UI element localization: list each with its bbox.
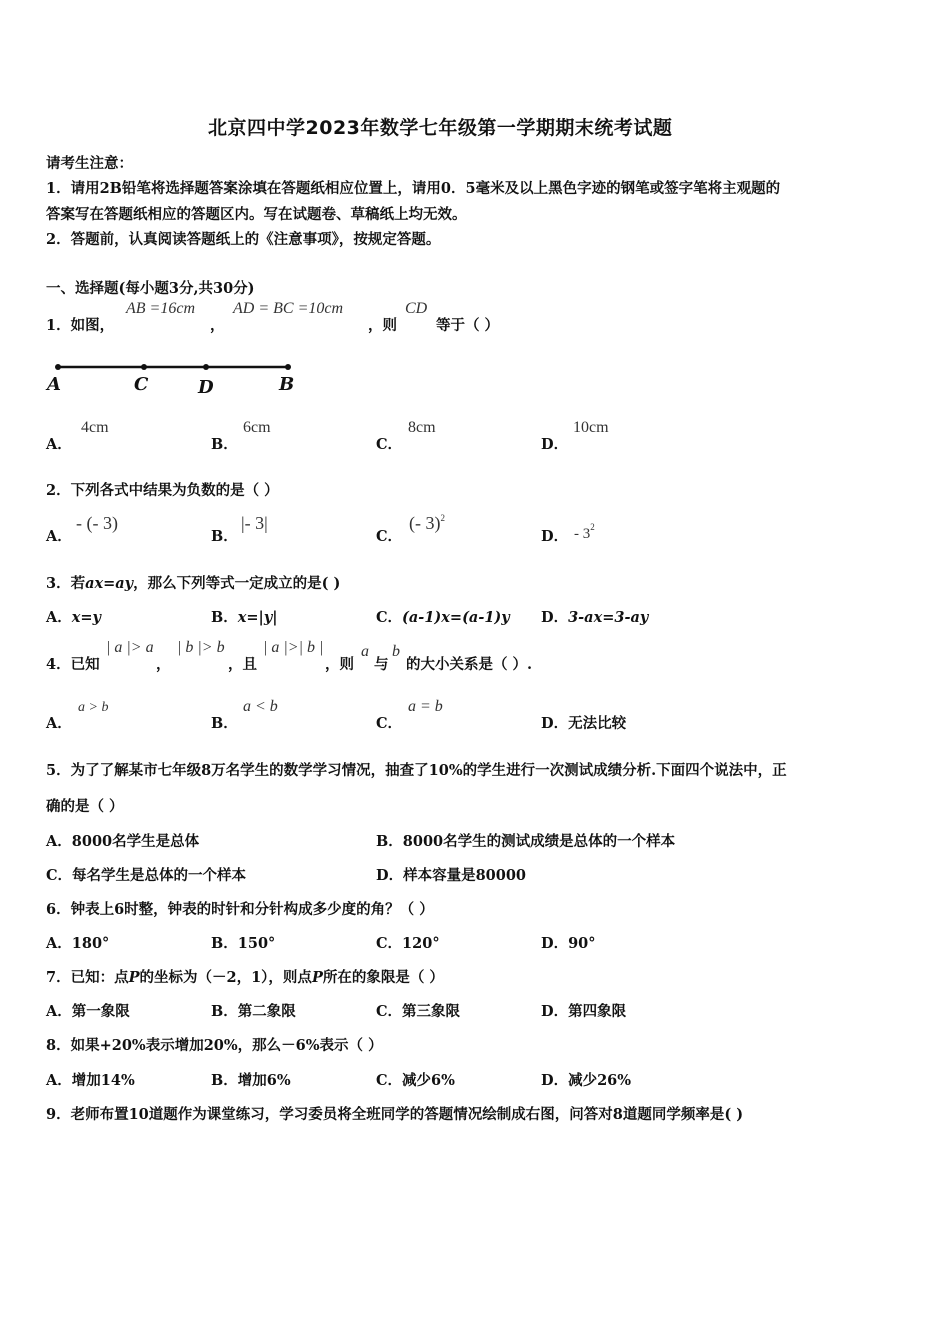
q4-option-a-label[interactable]: A． — [46, 715, 72, 732]
q2-option-b-value: |- 3| — [241, 513, 268, 533]
q4-comma: ， — [156, 656, 171, 673]
q7-option-b[interactable] — [211, 1000, 296, 1021]
q3-condition: ax=ay — [85, 575, 134, 592]
page-title: 北京四中学2023年数学七年级第一学期期末统考试题 — [208, 117, 673, 139]
q6-text: 6．钟表上6时整，钟表的时针和分针构成多少度的角？（ ） — [46, 901, 434, 918]
q5-line-2: 确的是（ ） — [46, 798, 124, 815]
q6-option-d-value: 90° — [568, 935, 596, 952]
q5-option-a-label: A． — [46, 833, 72, 850]
q3-option-a-label: A． — [46, 609, 72, 626]
q8-option-b-label: B． — [211, 1072, 238, 1089]
q6-option-a[interactable] — [46, 932, 109, 953]
q4-expr-1: | a |> a — [106, 639, 154, 656]
point-a-dot — [55, 364, 61, 370]
q7-option-d[interactable] — [541, 1000, 626, 1021]
q4-then: ，则 — [325, 656, 354, 673]
q1-then: ，则 — [368, 317, 397, 334]
q3-option-c-label: C． — [376, 609, 403, 626]
q2-option-c-base: (- 3) — [409, 513, 441, 533]
q6-option-d[interactable] — [541, 932, 596, 953]
q2-option-a-label[interactable]: A． — [46, 528, 72, 545]
notice-line-2: 答案写在答题纸相应的答题区内。写在试题卷、草稿纸上均无效。 — [46, 206, 467, 223]
q8-option-d[interactable] — [541, 1069, 631, 1090]
point-c-dot — [141, 364, 147, 370]
q8-option-a-value: 增加14% — [71, 1072, 135, 1089]
q6-option-c[interactable] — [376, 932, 440, 953]
q5-option-a-value: 8000名学生是总体 — [71, 833, 200, 850]
q8-option-a-label: A． — [46, 1072, 72, 1089]
q7-option-a-value: 第一象限 — [71, 1003, 130, 1020]
q6-option-b-label: B． — [211, 935, 238, 952]
q6-option-a-label: A． — [46, 935, 72, 952]
q4-prefix: 4．已知 — [46, 656, 100, 673]
q2-option-c-exponent: 2 — [440, 513, 445, 523]
q2-option-d-exponent: 2 — [590, 522, 595, 532]
q1-prefix: 1．如图， — [46, 317, 115, 334]
q3-option-d-value: 3-ax=3-ay — [568, 609, 649, 626]
q4-suffix: 的大小关系是（ ）. — [406, 656, 533, 673]
q6-option-c-value: 120° — [402, 935, 440, 952]
q5-option-b[interactable] — [376, 830, 675, 851]
q1-suffix: 等于（ ） — [436, 317, 500, 334]
q8-option-d-value: 减少26% — [568, 1072, 632, 1089]
point-label-c: C — [134, 374, 149, 395]
q3-option-c[interactable] — [376, 606, 510, 627]
notice-line-1: 1．请用2B铅笔将选择题答案涂填在答题纸相应位置上，请用0．5毫米及以上黑色字迹的钢笔或签字笔将主观题的 — [46, 180, 781, 197]
q8-option-a[interactable] — [46, 1069, 135, 1090]
q4-yu: 与 — [374, 656, 389, 673]
q8-text: 8．如果+20%表示增加20%，那么－6%表示（ ） — [46, 1037, 383, 1054]
q5-option-c-label: C． — [46, 867, 73, 884]
q5-option-d[interactable] — [376, 864, 526, 885]
q1-segment-figure — [40, 355, 310, 405]
q3-option-a-value: x=y — [71, 609, 101, 626]
q7-option-d-label: D． — [541, 1003, 569, 1020]
q8-option-b-value: 增加6% — [237, 1072, 291, 1089]
q3-option-b-value: x=|y| — [237, 609, 278, 626]
q4-var-a: a — [361, 643, 369, 660]
q6-option-d-label: D． — [541, 935, 569, 952]
q5-option-c[interactable] — [46, 864, 246, 885]
q7-option-b-value: 第二象限 — [237, 1003, 296, 1020]
notice-heading: 请考生注意： — [46, 155, 133, 172]
q5-option-d-value: 样本容量是80000 — [403, 867, 527, 884]
q5-option-a[interactable] — [46, 830, 199, 851]
q3-option-a[interactable] — [46, 606, 101, 627]
q4-expr-2: | b |> b — [177, 639, 225, 656]
q4-expr-3: | a |>| b | — [263, 639, 324, 656]
q4-option-a-value: a > b — [78, 700, 109, 715]
section-heading: 一、选择题(每小题3分,共30分) — [46, 280, 255, 297]
q5-line-1: 5．为了了解某市七年级8万名学生的数学学习情况，抽查了10%的学生进行一次测试成绩分析.下面四个说法中，正 — [46, 762, 787, 779]
q4-option-c-value: a = b — [408, 698, 443, 715]
q7-option-d-value: 第四象限 — [568, 1003, 627, 1020]
q1-comma: ， — [210, 317, 225, 334]
q2-option-d-base: - 3 — [574, 526, 591, 542]
q5-option-b-label: B． — [376, 833, 403, 850]
notice-line-3: 2．答题前，认真阅读答题纸上的《注意事项》，按规定答题。 — [46, 231, 441, 248]
q4-option-d-value: 无法比较 — [568, 715, 627, 732]
q8-option-c-value: 减少6% — [402, 1072, 455, 1089]
q5-option-c-value: 每名学生是总体的一个样本 — [72, 867, 247, 884]
q6-option-a-value: 180° — [71, 935, 110, 952]
q1-option-c-value: 8cm — [408, 419, 436, 436]
q7-option-b-label: B． — [211, 1003, 238, 1020]
q4-option-d-label: D． — [541, 715, 569, 732]
q3-option-b-label: B． — [211, 609, 238, 626]
q1-option-c-label[interactable]: C． — [376, 436, 403, 453]
q7-option-c-label: C． — [376, 1003, 403, 1020]
q7-middle: 的坐标为（－2，1），则点 — [139, 969, 312, 986]
q5-option-d-label: D． — [376, 867, 404, 884]
q7-suffix: 所在的象限是（ ） — [322, 969, 444, 986]
q2-option-c-value — [409, 513, 445, 534]
q6-option-b[interactable] — [211, 932, 275, 953]
q3-suffix: ，那么下列等式一定成立的是( ) — [133, 575, 341, 592]
q2-option-a-value: - (- 3) — [76, 513, 118, 533]
q3-option-d[interactable] — [541, 606, 648, 627]
point-label-b: B — [279, 374, 295, 395]
point-b-dot — [285, 364, 291, 370]
q1-expr-cd: CD — [405, 300, 428, 317]
q4-var-b: b — [392, 643, 400, 660]
q1-option-b-value: 6cm — [243, 419, 271, 436]
q7-point-p-1: P — [128, 969, 140, 986]
q2-option-d-value — [574, 522, 595, 543]
q7-option-c-value: 第三象限 — [402, 1003, 461, 1020]
q1-option-d-label[interactable]: D． — [541, 436, 569, 453]
point-label-a: A — [47, 374, 61, 395]
q9-text: 9．老师布置10道题作为课堂练习，学习委员将全班同学的答题情况绘制成右图，问答对8道题同学频率是( ) — [46, 1106, 744, 1123]
q4-and: ，且 — [228, 656, 257, 673]
q4-option-c-label[interactable]: C． — [376, 715, 403, 732]
q2-option-d-label[interactable]: D． — [541, 528, 569, 545]
q8-option-c[interactable] — [376, 1069, 455, 1090]
q8-option-c-label: C． — [376, 1072, 403, 1089]
q2-option-b-label[interactable]: B． — [211, 528, 238, 545]
q7-prefix: 7．已知：点 — [46, 969, 129, 986]
q2-option-c-label[interactable]: C． — [376, 528, 403, 545]
q6-option-b-value: 150° — [237, 935, 276, 952]
q7-option-a-label: A． — [46, 1003, 72, 1020]
q4-option-b-value: a < b — [243, 698, 278, 715]
q1-option-d-value: 10cm — [573, 419, 609, 436]
q3-option-b[interactable] — [211, 606, 278, 627]
q3-option-c-value: (a-1)x=(a-1)y — [402, 609, 510, 626]
q1-expr-ab: AB =16cm — [126, 300, 195, 317]
q4-option-d[interactable] — [541, 712, 626, 733]
q5-option-b-value: 8000名学生的测试成绩是总体的一个样本 — [402, 833, 676, 850]
q1-option-b-label[interactable]: B． — [211, 436, 238, 453]
q2-text: 2．下列各式中结果为负数的是（ ） — [46, 482, 279, 499]
q1-expr-ad-bc: AD = BC =10cm — [233, 300, 344, 317]
q4-option-b-label[interactable]: B． — [211, 715, 238, 732]
q7-point-p-2: P — [311, 969, 323, 986]
q7-option-c[interactable] — [376, 1000, 460, 1021]
q3-option-d-label: D． — [541, 609, 569, 626]
q7-option-a[interactable] — [46, 1000, 130, 1021]
point-d-dot — [203, 364, 209, 370]
q8-option-b[interactable] — [211, 1069, 291, 1090]
q8-option-d-label: D． — [541, 1072, 569, 1089]
q3-prefix: 3．若 — [46, 575, 86, 592]
q3-text — [46, 572, 340, 593]
q1-option-a-value: 4cm — [81, 419, 109, 436]
q7-text — [46, 966, 444, 987]
q6-option-c-label: C． — [376, 935, 403, 952]
point-label-d: D — [198, 377, 214, 398]
q1-option-a-label[interactable]: A． — [46, 436, 72, 453]
